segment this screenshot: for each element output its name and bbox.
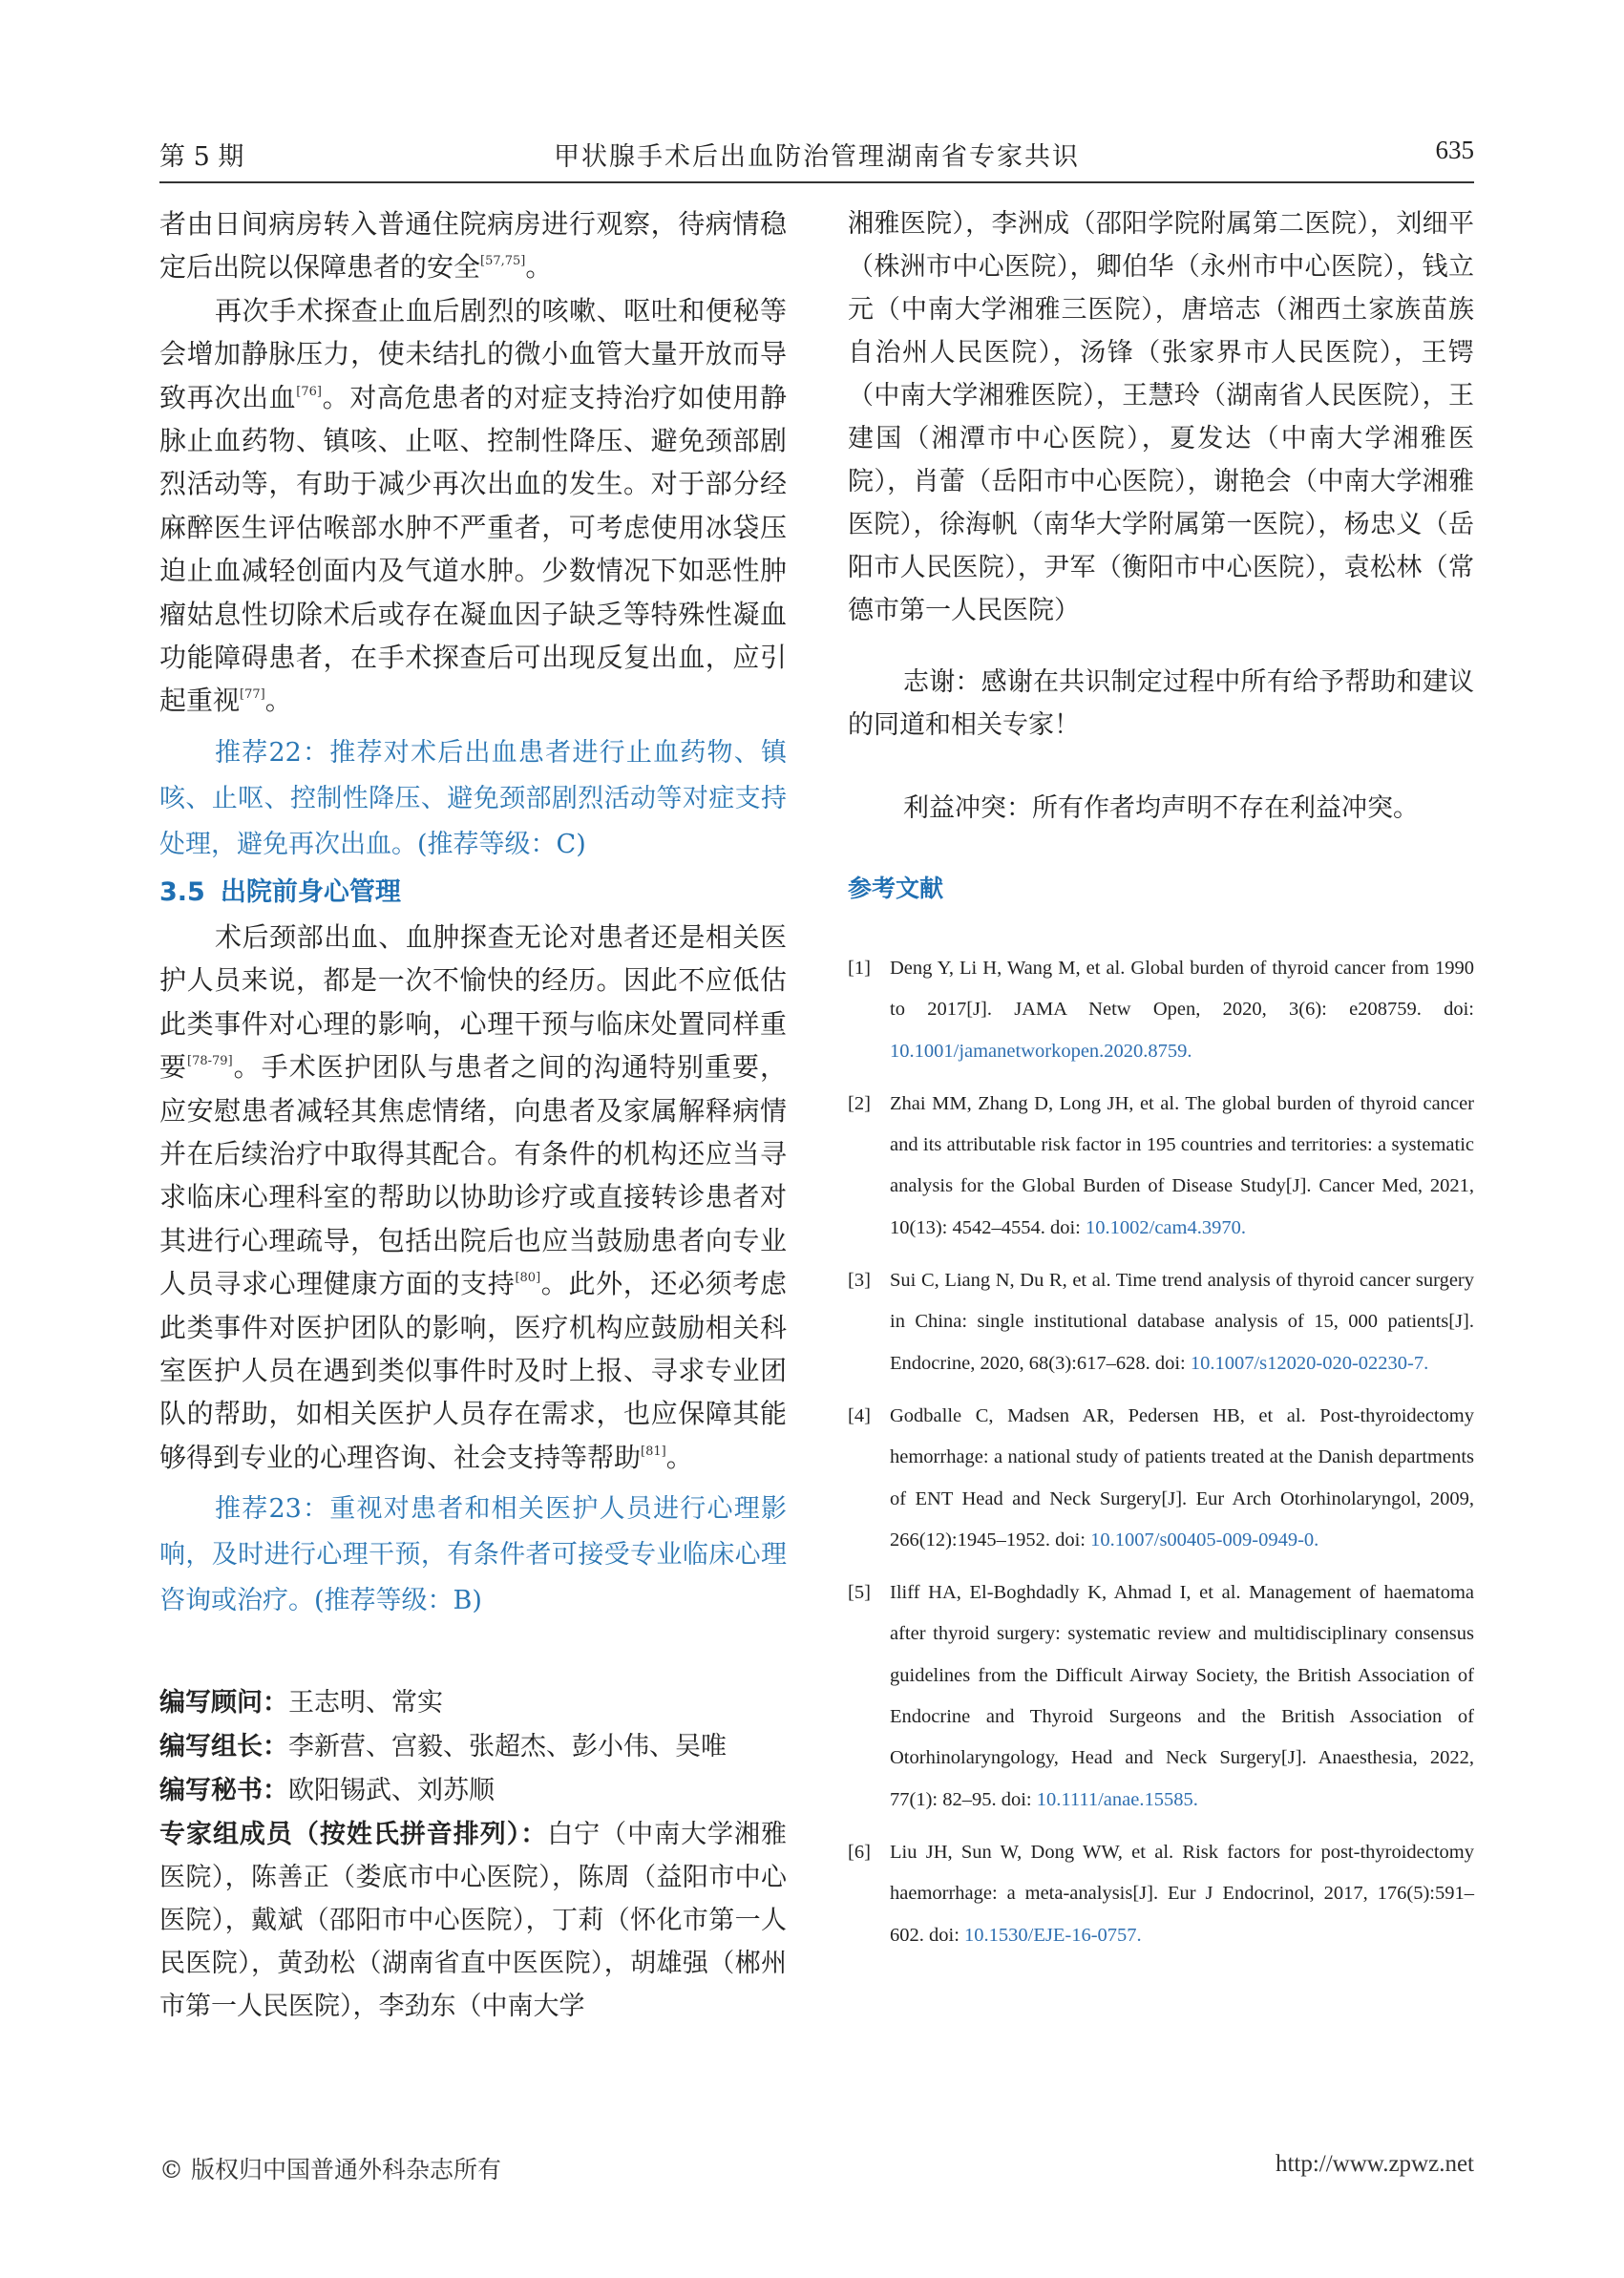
paragraph-1: 者由日间病房转入普通住院病房进行观察，待病情稳定后出院以保障患者的安全[57,75]。 <box>159 208 787 284</box>
secretary-line: 编写秘书：欧阳锡武、刘苏顺 <box>159 1776 495 1806</box>
reference-index: [5] <box>848 1582 871 1604</box>
citation[interactable]: [81] <box>641 1444 666 1459</box>
reference-text: Deng Y, Li H, Wang M, et al. Global burden of thyroid cancer from 1990 to 2017[J]. JAMA Netw Open, 2020, 3(6): e208759. doi: <box>890 958 1474 1021</box>
doi-link[interactable]: 10.1530/EJE-16-0757. <box>964 1924 1142 1946</box>
recommendation-23: 推荐23：重视对患者和相关医护人员进行心理影响，及时进行心理干预，有条件者可接受专业临床心理咨询或治疗。(推荐等级：B) <box>159 1494 787 1616</box>
right-column <box>848 202 1474 1968</box>
reference-item <box>848 1084 1474 1249</box>
reference-item <box>848 1260 1474 1384</box>
citation[interactable]: [78-79] <box>187 1054 233 1069</box>
reference-index: [1] <box>848 958 871 979</box>
references-heading: 参考文献 <box>848 875 944 902</box>
doi-link[interactable]: 10.1001/jamanetworkopen.2020.8759. <box>890 1040 1192 1062</box>
expert-members-continued: 湘雅医院），李洲成（邵阳学院附属第二医院），刘细平（株洲市中心医院），卿伯华（永州市中心医院），钱立元（中南大学湘雅三医院），唐培志（湘西土家族苗族自治州人民医院），汤锋（张家界市人民医院），王锷（中南大学湘雅医院），王慧玲（湖南省人民医院），王建国（湘潭市中心医院），夏发达（中南大学湘雅医院），肖蕾（岳阳市中心医院），谢艳会（中南大学湘雅医院），徐海帆（南华大学附属第一医院），杨忠义（岳阳市人民医院），尹军（衡阳市中心医院），袁松林（常德市第一人民医院） <box>848 209 1474 625</box>
page-header <box>159 136 1474 183</box>
journal-url[interactable]: http://www.zpwz.net <box>1275 2151 1474 2177</box>
reference-item <box>848 1572 1474 1821</box>
page-footer <box>159 2151 1474 2189</box>
doi-link[interactable]: 10.1007/s00405-009-0949-0. <box>1090 1529 1319 1550</box>
reference-index: [4] <box>848 1404 871 1426</box>
doi-link[interactable]: 10.1111/anae.15585. <box>1036 1788 1198 1810</box>
citation[interactable]: [76] <box>296 384 322 399</box>
citation[interactable]: [57,75] <box>480 254 526 269</box>
citation[interactable]: [80] <box>515 1271 541 1286</box>
paragraph-2: 再次手术探查止血后剧烈的咳嗽、呕吐和便秘等会增加静脉压力，使未结扎的微小血管大量开放而导致再次出血[76]。对高危患者的对症支持治疗如使用静脉止血药物、镇咳、止呕、控制性降压、避免颈部剧烈活动等，有助于减少再次出血的发生。对于部分经麻醉医生评估喉部水肿不严重者，可考虑使用冰袋压迫止血减轻创面内及气道水肿。少数情况下如恶性肿瘤姑息性切除术后或存在凝血因子缺乏等特殊性凝血功能障碍患者，在手术探查后可出现反复出血，应引起重视[77]。 <box>159 294 787 717</box>
editorial-staff <box>159 1681 787 2028</box>
paragraph-3: 术后颈部出血、血肿探查无论对患者还是相关医护人员来说，都是一次不愉快的经历。因此不应低估此类事件对心理的影响，心理干预与临床处置同样重要[78-79]。手术医护团队与患者之间的沟通特别重要，应安慰患者减轻其焦虑情绪，向患者及家属解释病情并在后续治疗中取得其配合。有条件的机构还应当寻求临床心理科室的帮助以协助诊疗或直接转诊患者对其进行心理疏导，包括出院后也应当鼓励患者向专业人员寻求心理健康方面的支持[80]。此外，还必须考虑此类事件对医护团队的影响，医疗机构应鼓励相关科室医护人员在遇到类似事件时及时上报、寻求专业团队的帮助，如相关医护人员存在需求，也应保障其能够得到专业的心理咨询、社会支持等帮助[81]。 <box>159 920 787 1473</box>
reference-item <box>848 1832 1474 1956</box>
citation[interactable]: [77] <box>240 687 265 703</box>
leader-line: 编写组长：李新营、宫毅、张超杰、彭小伟、吴唯 <box>159 1732 727 1762</box>
section-number: 3.5 <box>159 876 205 907</box>
section-heading <box>159 870 787 916</box>
running-title: 甲状腺手术后出血防治管理湖南省专家共识 <box>554 142 1080 172</box>
reference-text: Liu JH, Sun W, Dong WW, et al. Risk factors for post-thyroidectomy haemorrhage: a meta-analysis[J]. Eur J Endocrinol, 2017, 176(5):591–602. doi: <box>890 1841 1474 1946</box>
reference-text: Godballe C, Madsen AR, Pedersen HB, et al. Post-thyroidectomy hemorrhage: a national study of patients treated at the Danish departments of ENT Head and Neck Surgery[J]. Eur Arch Otorhinolaryngol, 2009, 266(12):1945–1952. doi: <box>890 1404 1474 1550</box>
reference-item <box>848 948 1474 1072</box>
reference-index: [6] <box>848 1841 871 1863</box>
reference-text: Iliff HA, El-Boghdadly K, Ahmad I, et al. Management of haematoma after thyroid surgery: systematic review and multidisciplinary consensus guidelines from the Difficult Airway Society, the British Association of Endocrine and Thyroid Surgeons and the British Association of Otorhinolaryngology, Head and Neck Surgery[J]. Anaesthesia, 2022, 77(1): 82–95. doi: <box>890 1582 1474 1810</box>
section-title: 出院前身心管理 <box>220 876 401 907</box>
reference-text: Sui C, Liang N, Du R, et al. Time trend analysis of thyroid cancer surgery in China: single institutional database analysis of 15, 000 patients[J]. Endocrine, 2020, 68(3):617–628. doi: <box>890 1270 1474 1374</box>
copyright: © 版权归中国普通外科杂志所有 <box>159 2156 501 2183</box>
conflict-of-interest: 利益冲突：所有作者均声明不存在利益冲突。 <box>903 793 1419 823</box>
reference-text: Zhai MM, Zhang D, Long JH, et al. The global burden of thyroid cancer and its attributable risk factor in 195 countries and territories: a systematic analysis for the Global Burden of Disease Study[J]. Cancer Med, 2021, 10(13): 4542–4554. doi: <box>890 1092 1474 1238</box>
acknowledgement: 志谢：感谢在共识制定过程中所有给予帮助和建议的同道和相关专家！ <box>848 667 1474 740</box>
reference-list <box>848 948 1474 1956</box>
issue-number: 第 5 期 <box>159 142 244 172</box>
page-number: 635 <box>1435 136 1474 164</box>
reference-item <box>848 1396 1474 1561</box>
doi-link[interactable]: 10.1007/s12020-020-02230-7. <box>1190 1352 1429 1374</box>
expert-members: 专家组成员（按姓氏拼音排列）：白宁（中南大学湘雅医院），陈善正（娄底市中心医院），陈周（益阳市中心医院），戴斌（邵阳市中心医院），丁莉（怀化市第一人民医院），黄劲松（湖南省直中医医院），胡雄强（郴州市第一人民医院），李劲东（中南大学 <box>159 1820 788 2022</box>
doi-link[interactable]: 10.1002/cam4.3970. <box>1086 1216 1246 1238</box>
reference-index: [2] <box>848 1092 871 1114</box>
advisor-line: 编写顾问：王志明、常实 <box>159 1688 443 1719</box>
reference-index: [3] <box>848 1270 871 1292</box>
recommendation-22: 推荐22：推荐对术后出血患者进行止血药物、镇咳、止呕、控制性降压、避免颈部剧烈活动等对症支持处理，避免再次出血。(推荐等级：C) <box>159 737 787 859</box>
left-column <box>159 202 787 2028</box>
